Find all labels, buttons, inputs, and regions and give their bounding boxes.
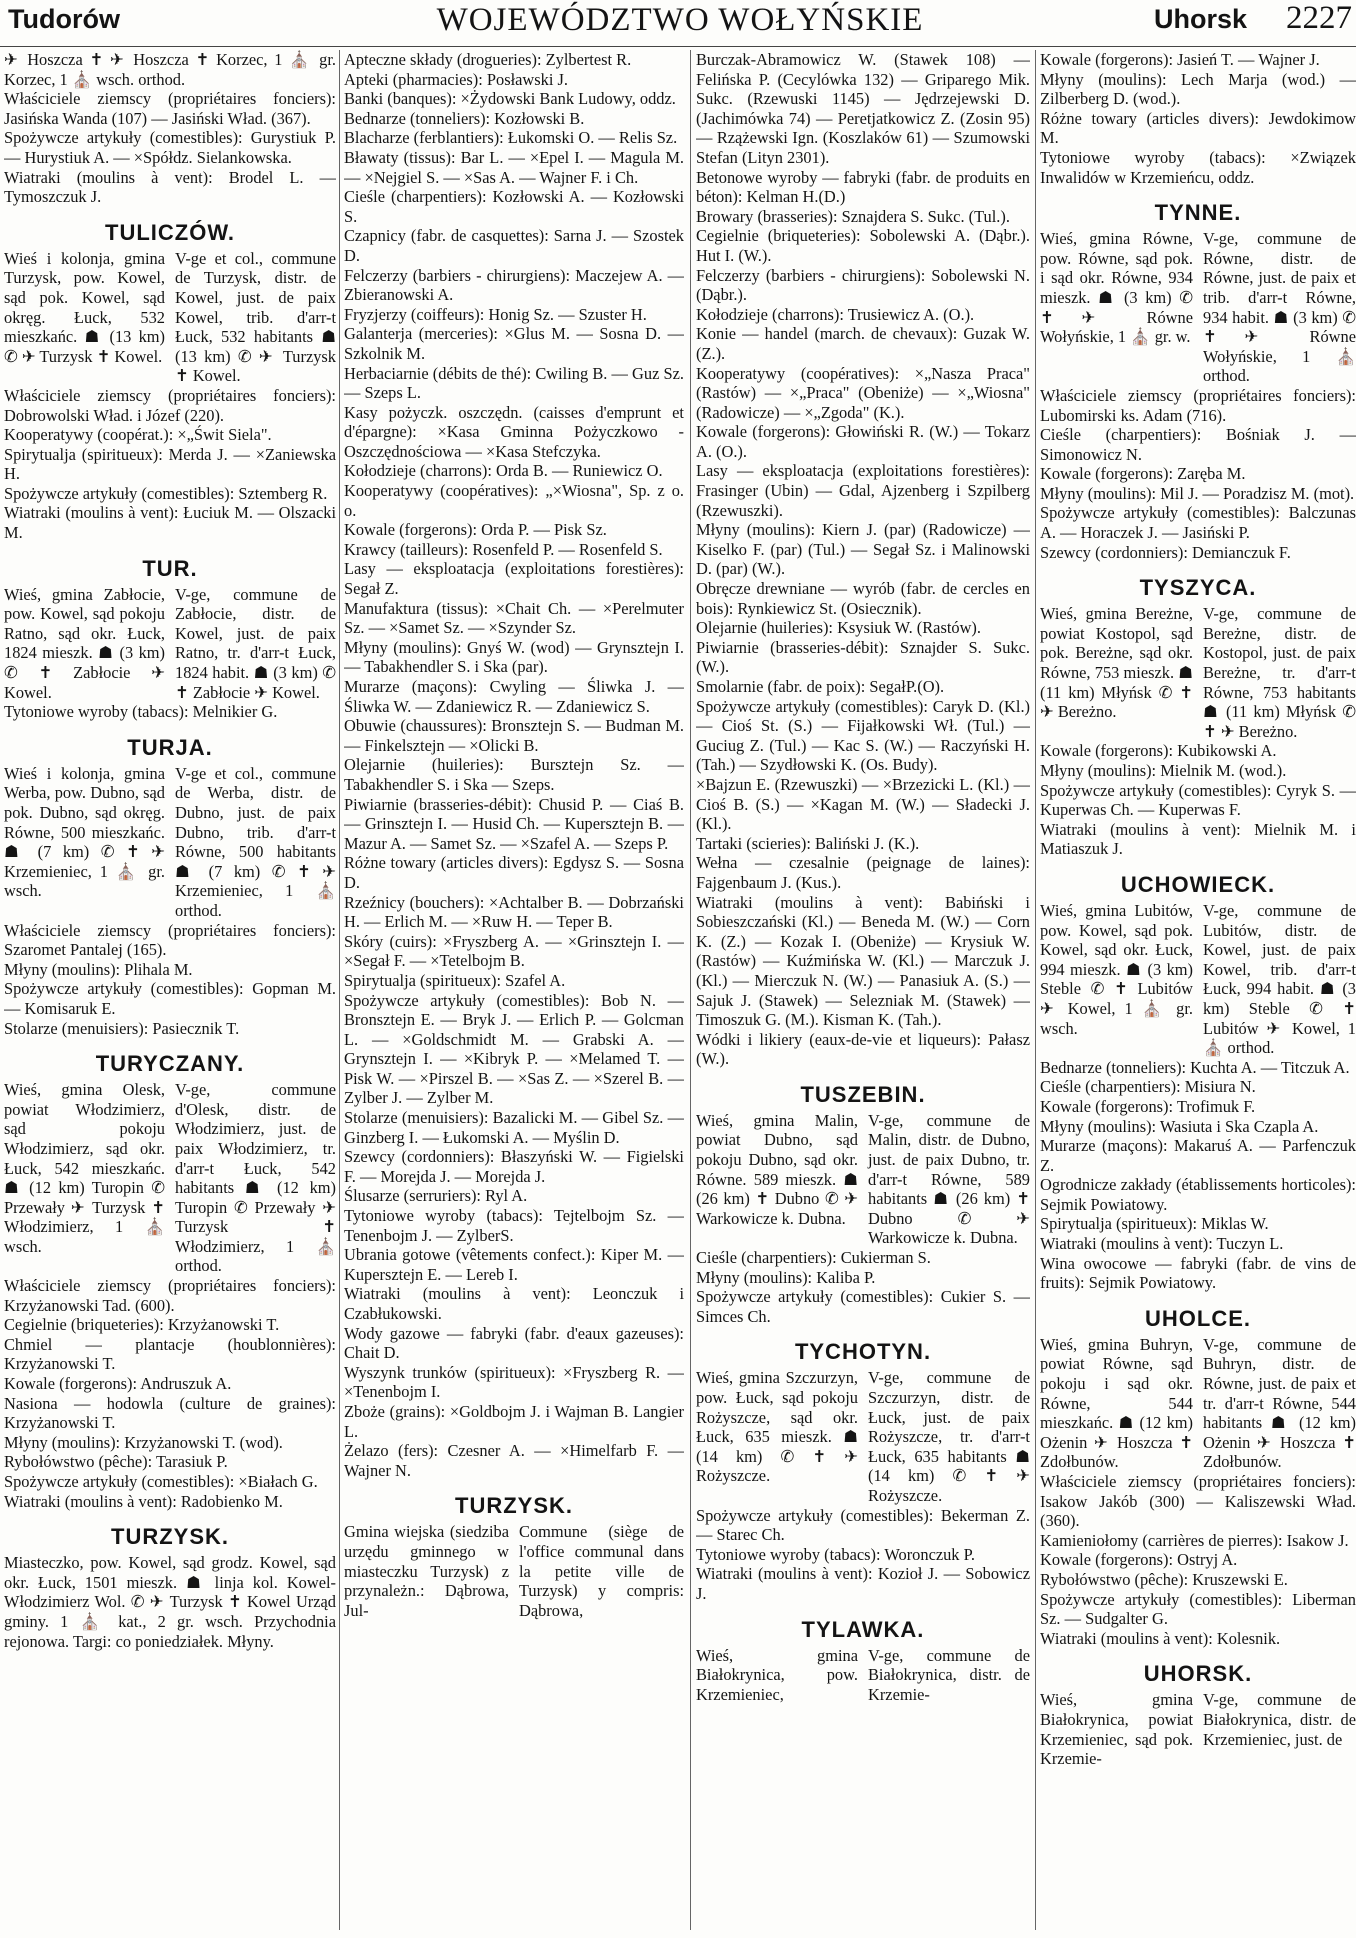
listing-line: Spożywcze artykuły (comestibles): ×Białach G.	[4, 1472, 318, 1491]
listing-line: Spirytualja (spiritueux): Szafel A.	[344, 970, 566, 990]
directory-entry	[4, 50, 336, 207]
listing-line: Kowale (forgerons): Zaręba M.	[1040, 464, 1246, 484]
listing-line: Właściciele ziemscy (propriétaires fonciers): Dobrowolski Wład. i Józef (220).	[4, 385, 336, 425]
listing-line: Wiatraki (moulins à vent): Babiński i Sobieszczański (Kl.) — Beneda M. (W.) — Corn K. (Z.) — Kozak I. (Obeniże) — Krysiuk W. (Rastów) — Kuźmińska W. (Kl.) — Marczuk J. (Kl.) — Mierczuk N. (W.) — Panasiuk A. (S.) — Sajuk J. (Stawek) — Selezniak M. (Stawek) — Timoszuk G. (M.). Kisman K. (Tah.).	[696, 892, 1030, 1030]
listing-line: Spożywcze artykuły (comestibles): Bekerman Z. — Starec Ch.	[696, 1505, 1030, 1545]
bilingual-description	[696, 1368, 1030, 1505]
page-number: 2227	[1286, 0, 1352, 36]
listing-line: Kasy pożyczk. oszczędn. (caisses d'emprunt et d'épargne): ×Kasa Gminna Pożyczkowo - Oszczędnościowa — ×Kasa Stefczyka.	[344, 402, 684, 461]
bilingual-description	[1040, 901, 1356, 1058]
directory-entry	[1040, 873, 1356, 1293]
listing-line: Bławaty (tissus): Bar L. — ×Epel I. — Magula M. — ×Nejgiel S. — ×Sas A. — Wajner F. i Ch.	[344, 147, 684, 187]
french-description: V-ge, commune de Szczurzyn, distr. de Łuck, just. de paix Rożyszcze, tr. d'arr-t Łuck, 635 habitants ☗ (14 km) ✆ ✝ ✈ Rożyszcze.	[868, 1368, 1030, 1505]
polish-description: Gmina wiejska (siedziba urzędu gminnego w miasteczku Turzysk) z przynależn.: Dąbrowa, Jul-	[344, 1522, 509, 1620]
listing-line: Cieśle (charpentiers): Cukierman S.	[696, 1248, 931, 1268]
listing-line: Właściciele ziemscy (propriétaires fonciers): Lubomirski ks. Adam (716).	[1040, 385, 1356, 425]
listing-line: Kamieniołomy (carrières de pierres): Isakow J.	[1040, 1530, 1349, 1550]
listing-line: Spożywcze artykuły (comestibles): Caryk D. (Kl.) — Cioś St. (S.) — Fijałkowski Wł. (Tul.) — Guciug Z. (Tul.) — Kac S. (W.) — Raczyński H. (Tah.) — Szydłowski K. (Os. Budy).	[696, 696, 1030, 775]
listing-line: Kołodzieje (charrons): Orda B. — Runiewicz O.	[344, 461, 663, 481]
town-heading: TYSZYCA.	[1139, 575, 1257, 601]
listing-line: Chmiel — plantacje (houblonnières): Krzyżanowski T.	[4, 1334, 336, 1374]
polish-description: Wieś, gmina Olesk, powiat Włodzimierz, sąd pokoju Włodzimierz, sąd okr. Łuck, 542 mieszkańc. ☗ (12 km) Turopin ✆ Przewały ✈ Turzysk ✝ Włodzimierz, 1 ⛪ wsch.	[4, 1080, 165, 1256]
listing-line: Młyny (moulins): Mielnik M. (wod.).	[1040, 761, 1287, 780]
listing-line: Spirytualja (spiritueux): Merda J. — ×Zaniewska H.	[4, 444, 336, 484]
listing-line: Wody gazowe — fabryki (fabr. d'eaux gazeuses): Chait D.	[344, 1323, 684, 1363]
listing-line: Młyny (moulins): Lech Marja (wod.) — Zilberberg D. (wod.).	[1040, 69, 1356, 109]
directory-entry	[4, 1525, 336, 1651]
bilingual-description	[1040, 229, 1356, 386]
column-4	[1040, 50, 1356, 1938]
listing-line: Felczerzy (barbiers - chirurgiens): Maczejew A. — Zbieranowski A.	[344, 265, 684, 305]
listing-line: Właściciele ziemscy (propriétaires fonciers): Szaromet Pantalej (165).	[4, 920, 336, 960]
listing-line: Spożywcze artykuły (comestibles): Cukier S. — Simces Ch.	[696, 1287, 1030, 1326]
polish-description: Wieś i kolonja, gmina Turzysk, pow. Kowel, sąd pok. Kowel, sąd okręg. Łuck, 532 mieszkańc. ☗ (13 km) ✆ ✈ Turzysk ✝ Kowel.	[4, 248, 165, 366]
listing-line: Wiatraki (moulins à vent): Mielnik M. i Matiaszuk J.	[1040, 819, 1356, 859]
listing-line: Kooperatywy (coopératives): ×„Nasza Praca" (Rastów) — ×„Praca" (Obeniże) — ×„Wiosna" (Radowicze) — ×„Zgoda" (K.).	[696, 363, 1030, 422]
french-description: V-ge, commune d'Olesk, distr. de Włodzimierz, just. de paix Włodzimierz, tr. d'arr-t Łuck, 542 habitants ☗ (12 km) Turopin ✆ Przewały ✈ Turzysk ✝ Włodzimierz, 1 ⛪ orthod.	[175, 1080, 336, 1276]
listing-line: Właściciele ziemscy (propriétaires fonciers): Jasińska Wanda (107) — Jasiński Wład. (367).	[4, 89, 336, 128]
polish-description: Wieś, gmina Białokrynica, powiat Krzemieniec, sąd pok. Krzemie-	[1040, 1690, 1193, 1769]
town-heading: TUSZEBIN.	[800, 1081, 926, 1107]
listing-line: Felczerzy (barbiers - chirurgiens): Sobolewski N. (Dąbr.).	[696, 265, 1030, 305]
listing-line: Wiatraki (moulins à vent): Kozioł J. — Sobowicz J.	[696, 1564, 1030, 1603]
bilingual-description	[696, 1111, 1030, 1248]
listing-line: Manufaktura (tissus): ×Chait Ch. — ×Perelmuter Sz. — ×Samet Sz. — ×Szynder Sz.	[344, 598, 684, 638]
town-heading: TUR.	[142, 555, 198, 581]
listing-line: Murarze (maçons): Cwyling — Śliwka J. — Śliwka W. — Zdaniewicz R. — Zdaniewicz S.	[344, 677, 684, 716]
listing-line: Miasteczko, pow. Kowel, sąd grodz. Kowel, sąd okr. Łuck, 1501 mieszk. ☗ linja kol. Kowel-Włodzimierz Wol. ✆ ✈ Turzysk ✝ Kowel Urząd gminy. 1 ⛪ kat., 2 gr. wsch. Przychodnia rejonowa. Targi: co poniedziałek. Młyny.	[4, 1553, 336, 1651]
listing-line: Browary (brasseries): Sznajdera S. Sukc. (Tul.).	[696, 206, 1010, 226]
french-description: V-ge, commune de Białokrynica, distr. de Krzemie-	[868, 1645, 1030, 1704]
directory-entry	[696, 1340, 1030, 1603]
polish-description: Wieś, gmina Szczurzyn, pow. Łuck, sąd pokoju Rożyszcze, sąd okr. Łuck, 635 mieszk. ☗ (14 km) ✆ ✝ ✈ Rożyszcze.	[696, 1368, 858, 1486]
listing-line: Wina owocowe — fabryki (fabr. de vins de fruits): Sejmik Powiatowy.	[1040, 1253, 1356, 1293]
listing-line: Żelazo (fers): Czesner A. — ×Himelfarb F. — Wajner N.	[344, 1441, 684, 1480]
town-heading: TURYCZANY.	[95, 1051, 245, 1077]
column-3	[696, 50, 1030, 1938]
header-left-town: Tudorów	[8, 4, 120, 34]
listing-line: Czapnicy (fabr. de casquettes): Sarna J. — Szostek D.	[344, 226, 684, 265]
town-heading: TYCHOTYN.	[794, 1339, 932, 1365]
polish-description: Wieś, gmina Zabłocie, pow. Kowel, sąd pokoju Ratno, sąd okr. Łuck, 1824 mieszk. ☗ (3 km) ✆ ✝ Zabłocie ✈ Kowel.	[4, 584, 165, 702]
bilingual-description	[4, 764, 336, 921]
listing-line: Młyny (moulins): Plihala M.	[4, 959, 193, 979]
directory-entry	[1040, 50, 1356, 187]
listing-line: Młyny (moulins): Gnyś W. (wod) — Grynsztejn I. — Tabakhendler S. i Ska (par).	[344, 637, 684, 677]
listing-line: Tytoniowe wyroby (tabacs): Woronczuk P.	[696, 1544, 975, 1564]
listing-line: Stolarze (menuisiers): Pasiecznik T.	[4, 1018, 240, 1038]
french-description: V-ge, commune de Buhryn, distr. de Równe, just. de paix et tr. d'arr-t Równe, 544 habitants ☗ (12 km) Ożenin ✈ Hoszcza ✝ Zdołbunów.	[1203, 1334, 1356, 1472]
listing-line: Kowale (forgerons): Ostryj A.	[1040, 1550, 1238, 1570]
listing-line: Wiatraki (moulins à vent): Leonczuk i Czabłukowski.	[344, 1284, 684, 1323]
polish-description: Wieś, gmina Bereżne, powiat Kostopol, sąd pok. Bereżne, sąd okr. Równe, 753 mieszk. ☗ (11 km) Młyńsk ✆ ✝ ✈ Bereżno.	[1040, 604, 1193, 722]
listing-line: Tytoniowe wyroby (tabacs): Tejtelbojm Sz. — Tenenbojm J. — ZylberS.	[344, 1206, 684, 1245]
listing-line: Młyny (moulins): Wasiuta i Ska Czapla A.	[1040, 1116, 1319, 1136]
listing-line: ×Bajzun E. (Rzewuszki) — ×Brzezicki L. (Kl.) — Cioś B. (S.) — ×Kagan M. (W.) — Sładecki J. (Kl.).	[696, 774, 1030, 834]
listing-line: Lasy — eksploatacja (exploitations forestières): Frasinger (Ubin) — Gdal, Ajzenberg i Szpilberg (Rzewuszki).	[696, 461, 1030, 520]
listing-line: Spożywcze artykuły (comestibles): Balczunas A. — Horaczek J. — Jasiński P.	[1040, 503, 1356, 543]
listing-line: Cegielnie (briqueteries): Krzyżanowski T.	[4, 1315, 280, 1335]
listing-line: Banki (banques): ×Żydowski Bank Ludowy, oddz.	[344, 89, 676, 109]
town-heading: TULICZÓW.	[105, 219, 235, 245]
listing-line: Cieśle (charpentiers): Bośniak J. — Simonowicz N.	[1040, 425, 1356, 464]
french-description: V-ge et col., commune de Werba, distr. de Dubno, just. de paix Dubno, trib. d'arr-t Równe, 500 habitants ☗ (7 km) ✆ ✝ ✈ Krzemieniec, 1 ⛪ orthod.	[175, 763, 336, 920]
listing-line: Kowale (forgerons): Głowiński R. (W.) — Tokarz A. (O.).	[696, 422, 1030, 461]
listing-line: Apteki (pharmacies): Posławski J.	[344, 69, 568, 89]
directory-entry	[1040, 201, 1356, 562]
column-1	[4, 50, 336, 1938]
listing-line: Szewcy (cordonniers): Błaszyński W. — Figielski F. — Morejda J. — Morejda J.	[344, 1147, 684, 1186]
directory-entry	[696, 50, 1030, 1069]
listing-line: Nasiona — hodowla (culture de graines): Krzyżanowski T.	[4, 1393, 336, 1433]
listing-line: Blacharze (ferblantiers): Łukomski O. — Relis Sz.	[344, 128, 678, 148]
french-description: Commune (siège de l'office communal dans la petite ville de Turzysk) y compris: Dąbrowa,	[519, 1522, 684, 1620]
listing-line: Spożywcze artykuły (comestibles): Bob N. — Bronsztejn E. — Bryk J. — Erlich P. — Golcman L. — ×Goldschmidt M. — Grabski A. — Grynsztejn I. — ×Kibryk P. — ×Melamed T. — Pisk W. — ×Pirszel B. — ×Sas Z. — ×Szerel B. — Zylber J. — Zylber M.	[344, 990, 684, 1108]
listing-line: Cieśle (charpentiers): Misiura N.	[1040, 1077, 1256, 1097]
listing-line: Młyny (moulins): Krzyżanowski T. (wod).	[4, 1432, 283, 1452]
listing-line: Ślusarze (serruriers): Ryl A.	[344, 1186, 528, 1206]
listing-line: Piwiarnie (brasseries-débit): Chusid P. — Ciaś B. — Grinsztejn I. — Husid Ch. — Kupersztejn B. — Mazur A. — Samet Sz. — ×Szafel A. — Szeps P.	[344, 794, 684, 853]
town-heading: UCHOWIECK.	[1120, 871, 1276, 897]
listing-line: Bednarze (tonneliers): Kuchta A. — Titczuk A.	[1040, 1057, 1350, 1077]
listing-line: Fryzjerzy (coiffeurs): Honig Sz. — Szuster H.	[344, 304, 647, 324]
listing-line: Spożywcze artykuły (comestibles): Cyryk S. — Kuperwas Ch. — Kuperwas F.	[1040, 780, 1356, 820]
french-description: V-ge, commune de Malin, distr. de Dubno, just. de paix Dubno, tr. d'arr-t Równe, 589 habitants ☗ (26 km) ✝ Dubno ✆ ✈ Warkowicze k. Dubna.	[868, 1110, 1030, 1248]
listing-line: Piwiarnie (brasseries-débit): Sznajder S. Sukc. (W.).	[696, 637, 1030, 677]
listing-line: Krawcy (tailleurs): Rosenfeld P. — Rosenfeld S.	[344, 539, 663, 559]
listing-line: Wiatraki (moulins à vent): Radobienko M.	[4, 1491, 283, 1511]
listing-line: Bednarze (tonneliers): Kozłowski B.	[344, 108, 585, 128]
town-heading: TURZYSK.	[111, 1524, 229, 1550]
listing-line: Tytoniowe wyroby (tabacs): Melnikier G.	[4, 702, 278, 722]
listing-line: Spożywcze artykuły (comestibles): Gurystiuk P. — Hurystiuk A. — ×Spółdz. Sielankowska.	[4, 128, 336, 167]
listing-line: Rybołówstwo (pêche): Kruszewski E.	[1040, 1569, 1288, 1589]
directory-entry	[344, 50, 684, 1480]
town-heading: UHORSK.	[1143, 1661, 1253, 1687]
listing-line: Konie — handel (march. de chevaux): Guzak W. (Z.).	[696, 324, 1030, 363]
bilingual-description	[4, 249, 336, 386]
french-description: V-ge, commune de Równe, distr. de Równe, just. de paix et trib. d'arr-t Równe, 934 habit. ☗ (3 km) ✆ ✝ ✈ Równe Wołyńskie, 1 ⛪ orthod.	[1203, 229, 1356, 386]
listing-line: Herbaciarnie (débits de thé): Cwiling B. — Guz Sz. — Szeps L.	[344, 363, 684, 403]
listing-line: Różne towary (articles divers): Jewdokimow M.	[1040, 108, 1356, 148]
listing-line: Ogrodnicze zakłady (établissements horticoles): Sejmik Powiatowy.	[1040, 1175, 1356, 1214]
listing-line: Kowale (forgerons): Jasień T. — Wajner J.	[1040, 50, 1320, 69]
listing-line: Burczak-Abramowicz W. (Stawek 108) — Felińska P. (Cecylówka 132) — Griparego Mik. Sukc. (Rzewuski 1145) — Jędrzejewski D. (Jachimówka 74) — Peretjatkowicz Z. (Zosin 95) — Rzążewski Ign. (Koszlaków 61) — Szumowski Stefan (Lityn 2301).	[696, 50, 1030, 167]
polish-description: Wieś, gmina Równe, pow. Równe, sąd pok. i sąd okr. Równe, 934 mieszk. ☗ (3 km) ✆ ✝ ✈ Równe Wołyńskie, 1 ⛪ gr. w.	[1040, 229, 1193, 347]
listing-line: Spożywcze artykuły (comestibles): Liberman Sz. — Sudgalter G.	[1040, 1589, 1356, 1629]
listing-line: Spożywcze artykuły (comestibles): Sztemberg R.	[4, 483, 328, 503]
listing-line: Różne towary (articles divers): Egdysz S. — Sosna D.	[344, 853, 684, 892]
listing-line: Kooperatywy (coopératives): „×Wiosna", Sp. z o. o.	[344, 481, 684, 520]
listing-line: Betonowe wyroby — fabryki (fabr. de produits en béton): Kelman H.(D.)	[696, 167, 1030, 207]
listing-line: Tartaki (scieries): Baliński J. (K.).	[696, 833, 920, 853]
listing-line: Lasy — eksploatacja (exploitations forestières): Segał Z.	[344, 559, 684, 599]
header-right-town: Uhorsk	[1154, 4, 1248, 34]
column-2	[344, 50, 684, 1938]
directory-entry	[4, 1052, 336, 1511]
polish-description: Wieś, gmina Białokrynica, pow. Krzemieniec,	[696, 1645, 858, 1704]
listing-line: Właściciele ziemscy (propriétaires fonciers): Krzyżanowski Tad. (600).	[4, 1276, 336, 1315]
listing-line: Cegielnie (briqueteries): Sobolewski A. (Dąbr.). Hut I. (W.).	[696, 226, 1030, 265]
bilingual-description	[696, 1646, 1030, 1705]
listing-line: Olejarnie (huileries): Bursztejn Sz. — Tabakhendler S. i Ska — Szeps.	[344, 755, 684, 794]
directory-entry	[1040, 576, 1356, 859]
bilingual-description	[4, 1080, 336, 1276]
listing-line: Wiatraki (moulins à vent): Łuciuk M. — Olszacki M.	[4, 503, 336, 543]
listing-line: Galanterja (merceries): ×Glus M. — Sosna D. — Szkolnik M.	[344, 324, 684, 363]
listing-line: Murarze (maçons): Makaruś A. — Parfenczuk Z.	[1040, 1136, 1356, 1175]
listing-line: Smolarnie (fabr. de poix): SegałP.(O).	[696, 677, 945, 696]
listing-line: Apteczne składy (drogueries): Zylbertest R.	[344, 50, 632, 69]
listing-line: Wełna — czesalnie (peignage de laines): Fajgenbaum J. (Kus.).	[696, 853, 1030, 892]
listing-line: Kooperatywy (coopérat.): ×„Świt Siela".	[4, 425, 272, 445]
listing-line: Obręcze drewniane — wyrób (fabr. de cercles en bois): Rynkiewicz St. (Osiecznik).	[696, 579, 1030, 618]
listing-line: Kowale (forgerons): Andruszuk A.	[4, 1374, 232, 1394]
listing-line: Zboże (grains): ×Goldbojm J. i Wajman B. Langier L.	[344, 1401, 684, 1441]
town-heading: TURJA.	[127, 734, 213, 760]
listing-line: Ubrania gotowe (vêtements confect.): Kiper M. — Kupersztejn E. — Lereb I.	[344, 1245, 684, 1284]
directory-entry	[1040, 1307, 1356, 1649]
listing-line: Skóry (cuirs): ×Fryszberg A. — ×Grinsztejn I. — ×Segał F. — ×Tetelbojm B.	[344, 931, 684, 971]
bilingual-description	[4, 585, 336, 703]
bilingual-description	[1040, 604, 1356, 741]
listing-line: Kowale (forgerons): Kubikowski A.	[1040, 741, 1277, 761]
town-heading: UHOLCE.	[1145, 1305, 1251, 1331]
directory-entry	[344, 1494, 684, 1620]
french-description: V-ge, commune de Bereżne, distr. de Kostopol, just. de paix Bereżne, tr. d'arr-t Równe, 753 habitants ☗ (11 km) Młyńsk ✆ ✝ ✈ Bereżno.	[1203, 604, 1356, 741]
listing-line: Właściciele ziemscy (propriétaires fonciers): Isakow Jakób (300) — Kaliszewski Wład. (360).	[1040, 1472, 1356, 1531]
directory-entry	[4, 221, 336, 543]
listing-line: Rzeźnicy (bouchers): ×Achtalber B. — Dobrzański H. — Erlich M. — ×Ruw H. — Teper B.	[344, 892, 684, 932]
listing-line: Spożywcze artykuły (comestibles): Gopman M. — Komisaruk E.	[4, 979, 336, 1018]
listing-line: Tytoniowe wyroby (tabacs): ×Związek Inwalidów w Krzemieńcu, oddz.	[1040, 147, 1356, 187]
listing-line: Kołodzieje (charrons): Trusiewicz A. (O.).	[696, 304, 975, 324]
listing-line: Olejarnie (huileries): Ksysiuk W. (Rastów).	[696, 618, 981, 638]
listing-line: Wiatraki (moulins à vent): Brodel L. — Tymoszczuk J.	[4, 167, 336, 207]
listing-line: Kowale (forgerons): Trofimuk F.	[1040, 1096, 1256, 1116]
directory-entry	[4, 736, 336, 1038]
town-heading: TYNNE.	[1154, 200, 1242, 226]
bilingual-description	[1040, 1335, 1356, 1472]
listing-line: ✈ Hoszcza ✝ ✈ Hoszcza ✝ Korzec, 1 ⛪ gr. Korzec, 1 ⛪ wsch. orthod.	[4, 50, 336, 89]
directory-entry	[4, 557, 336, 722]
listing-line: Młyny (moulins): Kiern J. (par) (Radowicze) — Kiselko F. (par) (Tul.) — Segał Sz. i Malinowski D. (par) (W.).	[696, 520, 1030, 579]
listing-line: Młyny (moulins): Kaliba P.	[696, 1267, 876, 1287]
town-heading: TYLAWKA.	[801, 1616, 925, 1642]
listing-line: Wiatraki (moulins à vent): Kolesnik.	[1040, 1628, 1281, 1648]
listing-line: Obuwie (chaussures): Bronsztejn S. — Budman M. — Finkelsztejn — ×Olicki B.	[344, 716, 684, 755]
polish-description: Wieś, gmina Lubitów, pow. Kowel, sąd pok. Kowel, sąd okr. Łuck, 994 mieszk. ☗ (3 km) Steble ✆ ✝ Lubitów ✈ Kowel, 1 ⛪ gr. wsch.	[1040, 900, 1193, 1038]
listing-line: Wyszynk trunków (spiritueux): ×Fryszberg R. — ×Tenenbojm I.	[344, 1362, 684, 1402]
bilingual-description	[1040, 1690, 1356, 1768]
bilingual-description	[344, 1522, 684, 1620]
directory-entry	[696, 1083, 1030, 1327]
header-title: WOJEWÓDZTWO WOŁYŃSKIE	[436, 2, 924, 38]
listing-line: Wódki i likiery (eaux-de-vie et liqueurs): Pałasz (W.).	[696, 1029, 1030, 1069]
listing-line: Kowale (forgerons): Orda P. — Pisk Sz.	[344, 520, 607, 540]
listing-line: Młyny (moulins): Mil J. — Poradzisz M. (mot).	[1040, 483, 1355, 503]
listing-line: Stolarze (menuisiers): Bazalicki M. — Gibel Sz. — Ginzberg I. — Łukomski A. — Myślin D.	[344, 1108, 684, 1147]
polish-description: Wieś, gmina Buhryn, powiat Równe, sąd pokoju i sąd okr. Równe, 544 mieszkańc. ☗ (12 km) Ożenin ✈ Hoszcza ✝ Zdołbunów.	[1040, 1334, 1193, 1472]
directory-entry	[696, 1618, 1030, 1705]
polish-description: Wieś i kolonja, gmina Werba, pow. Dubno, sąd pok. Dubno, sąd okręg. Równe, 500 mieszkańc. ☗ (7 km) ✆ ✝ ✈ Krzemieniec, 1 ⛪ gr. wsch.	[4, 763, 165, 901]
polish-description: Wieś, gmina Malin, powiat Dubno, sąd pokoju Dubno, sąd okr. Równe. 589 mieszk. ☗ (26 km) ✝ Dubno ✆ ✈ Warkowicze k. Dubna.	[696, 1110, 858, 1228]
french-description: V-ge et col., commune de Turzysk, distr. de Kowel, just. de paix Kowel, trib. d'arr-t Łuck, 532 habitants ☗ (13 km) ✆ ✈ Turzysk ✝ Kowel.	[175, 248, 336, 386]
french-description: V-ge, commune de Zabłocie, distr. de Kowel, just. de paix Ratno, tr. d'arr-t Łuck, 1824 habit. ☗ (3 km) ✆ ✝ Zabłocie ✈ Kowel.	[175, 584, 336, 702]
listing-line: Spirytualja (spiritueux): Miklas W.	[1040, 1214, 1269, 1234]
page-header	[0, 0, 1356, 47]
town-heading: TURZYSK.	[455, 1493, 573, 1519]
listing-line: Szewcy (cordonniers): Demianczuk F.	[1040, 542, 1291, 562]
french-description: V-ge, commune de Lubitów, distr. de Kowel, just. de paix Kowel, trib. d'arr-t Łuck, 994 habit. ☗ (3 km) Steble ✆ ✝ Lubitów ✈ Kowel, 1 ⛪ orthod.	[1203, 900, 1356, 1058]
listing-line: Cieśle (charpentiers): Kozłowski A. — Kozłowski S.	[344, 187, 684, 226]
listing-line: Rybołówstwo (pêche): Tarasiuk P.	[4, 1452, 228, 1472]
columns	[0, 50, 1356, 1938]
listing-line: Wiatraki (moulins à vent): Tuczyn L.	[1040, 1234, 1284, 1254]
french-description: V-ge, commune de Białokrynica, distr. de Krzemieniec, just. de	[1203, 1690, 1356, 1749]
directory-entry	[1040, 1662, 1356, 1768]
